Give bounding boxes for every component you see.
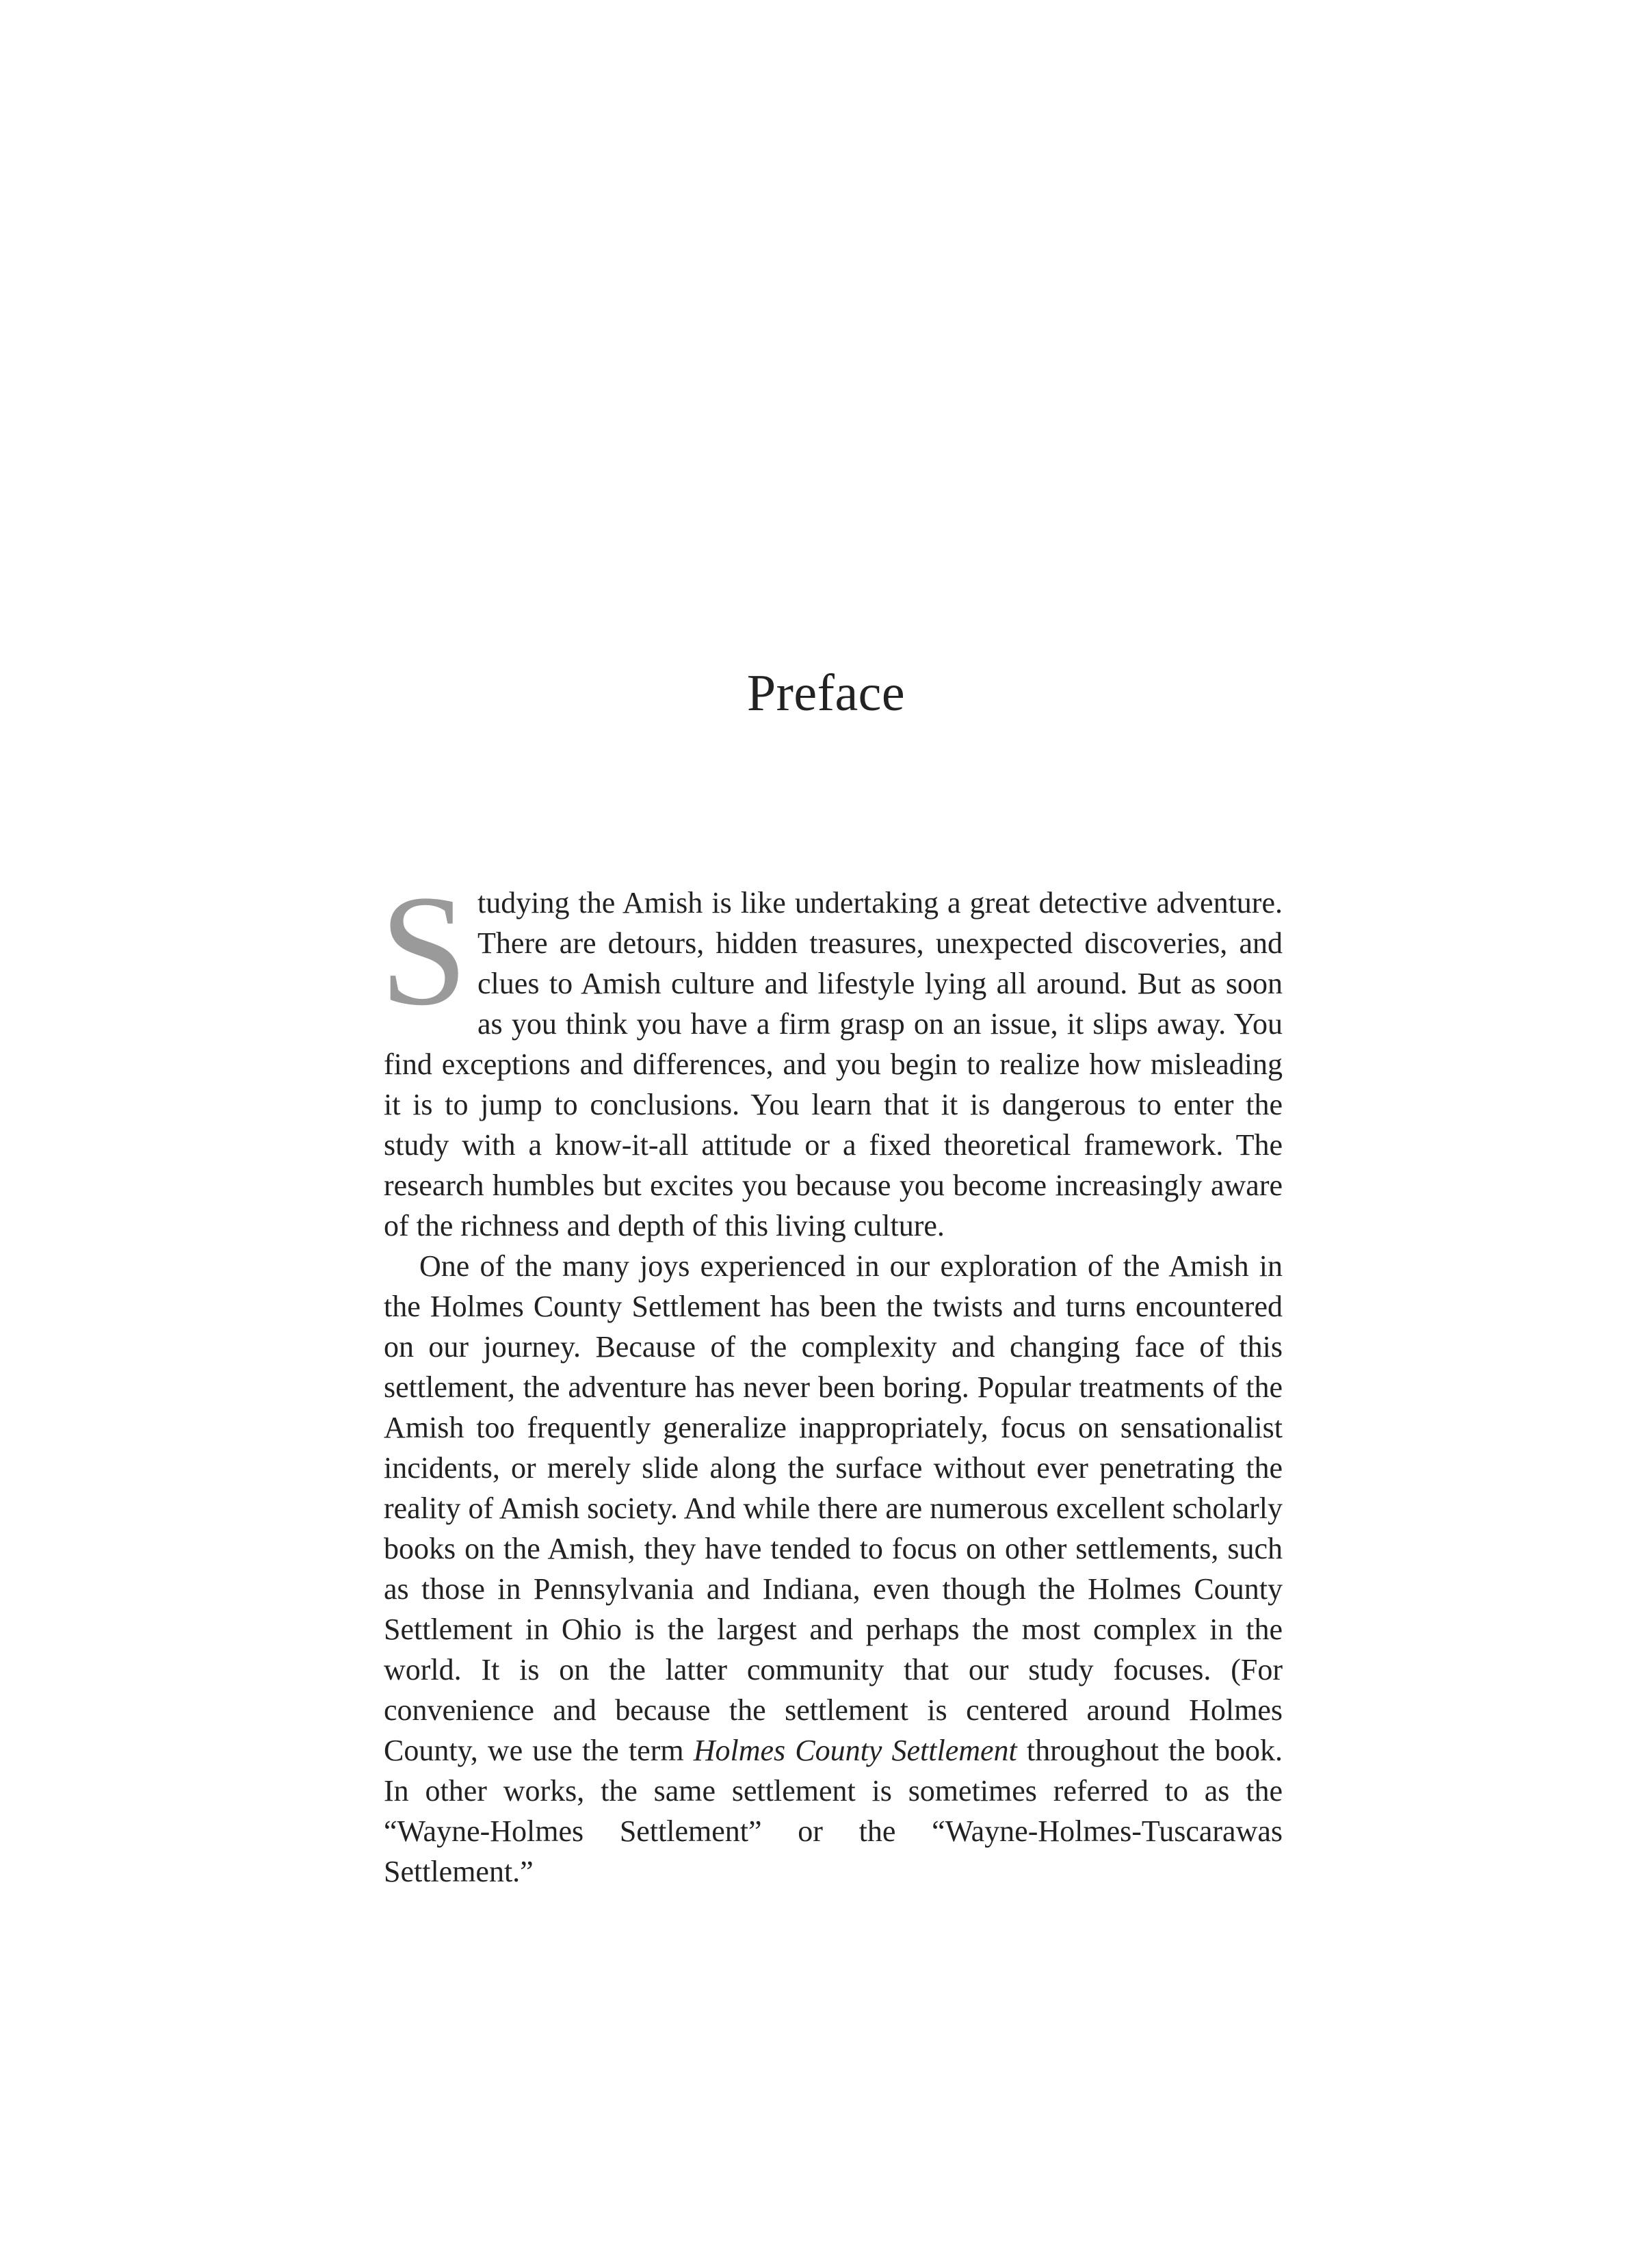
drop-cap: S xyxy=(380,863,469,1039)
paragraph-1-text: tudying the Amish is like undertaking a great detective adventure. There are detours, hidden treasures, unexpected discoveries, and clues to Amish culture and lifestyle lying all around. But as soon as you think you have a firm grasp on an issue, it slips away. You find exceptions and differences, and you begin to realize how misleading it is to jump to conclusions. You learn that it is dangerous to enter the study with a know-it-all attitude or a fixed theoretical framework. The research humbles but excites you because you become increasingly aware of the richness and depth of this living culture. xyxy=(384,886,1283,1242)
paragraph-2-italic-term: Holmes County Settlement xyxy=(693,1734,1017,1767)
chapter-title: Preface xyxy=(746,664,906,722)
paragraph-2-text-start: One of the many joys experienced in our exploration of the Amish in the Holmes County Settlement has been the twists and turns encountered on our journey. Because of the complexity and changing face of this settlement, the adventure has never been boring. Popular treatments of the Amish too frequently generalize inappropriately, focus on sensationalist incidents, or merely slide along the surface without ever penetrating the reality of Amish society. And while there are numerous excellent scholarly books on the Amish, they have tended to focus on other settlements, such as those in Pennsylvania and Indiana, even though the Holmes County Settlement in Ohio is the largest and perhaps the most complex in the world. It is on the latter community that our study focuses. (For convenience and because the settlement is centered around Holmes County, we use the term xyxy=(384,1249,1283,1767)
paragraph-2 xyxy=(384,1246,1283,1892)
body-text xyxy=(380,863,1283,1892)
paragraph-1 xyxy=(380,863,1283,1246)
paragraph-2-text-end: throughout the book. In other works, the same settlement is sometimes referred to as the “Wayne-Holmes Settlement” or the “Wayne-Holmes-Tuscarawas Settlement.” xyxy=(384,1734,1283,1888)
